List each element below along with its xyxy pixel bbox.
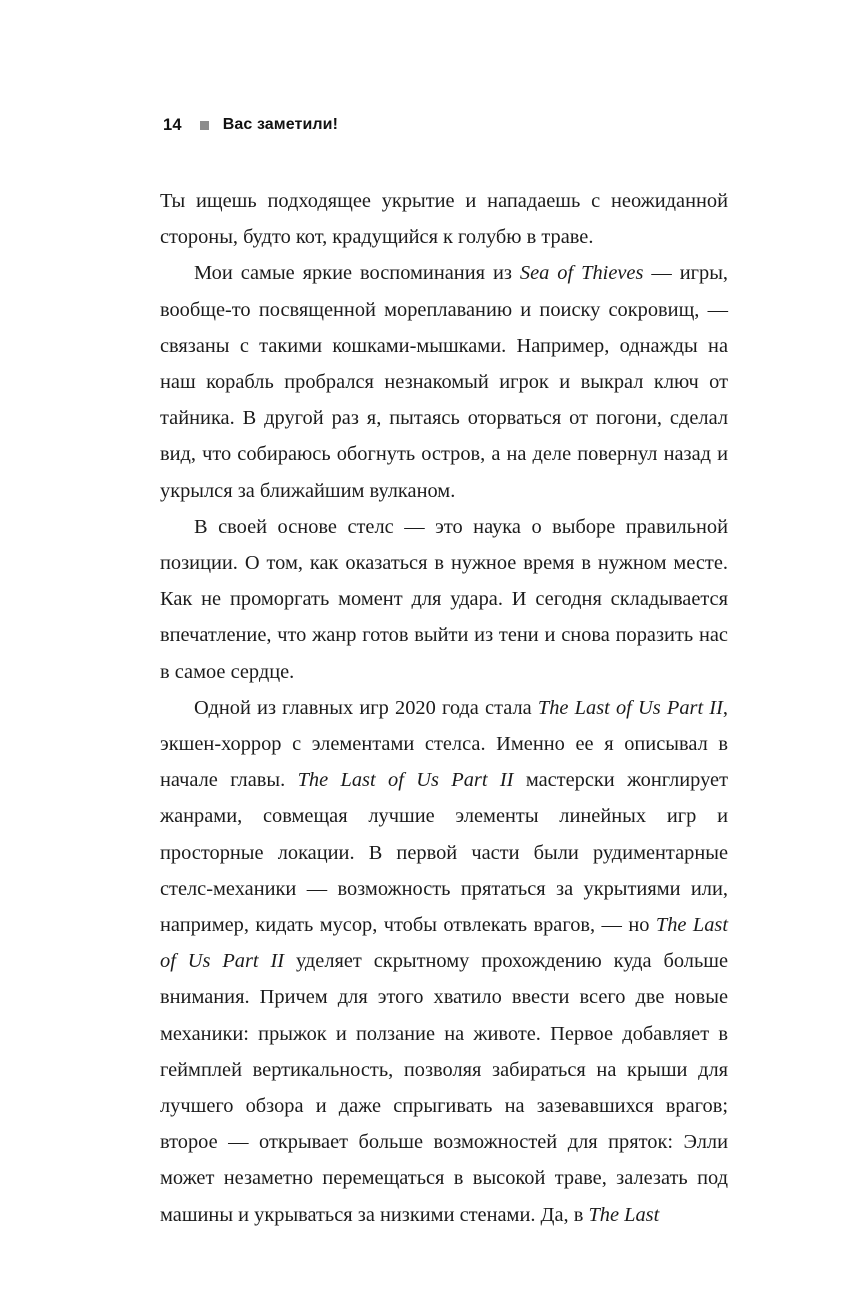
text-run: — игры, вообще-то посвященной мореплаванию и поиску сокровищ, — связаны с такими кошками-мышками. Например, однажды на наш корабль пробрался незнакомый игрок и выкрал ключ от тайника. В другой раз я, пытаясь оторваться от погони, сделал вид, что собираюсь обогнуть остров, а на деле повернул назад и укрылся за ближайшим вулканом. (160, 262, 728, 502)
game-title: Sea of Thieves (519, 262, 644, 285)
game-title: The Last of Us Part II (537, 696, 723, 719)
game-title: The Last of Us Part II (160, 914, 728, 973)
text-run: В своей основе стелс — это наука о выборе правильной позиции. О том, как оказаться в нужное время в нужном месте. Как не проморгать момент для удара. И сегодня складывается впечатление, что жанр готов выйти из тени и снова поразить нас в самое сердце. (160, 515, 728, 683)
paragraph-3 (160, 509, 728, 690)
page-number: 14 (163, 115, 182, 134)
paragraph-1 (160, 183, 728, 255)
text-run: , экшен-хоррор с элементами стелса. Именно ее я описывал в начале главы. (160, 696, 728, 792)
chapter-title: Вас заметили! (222, 116, 339, 133)
text-run: мастерски жонглирует жанрами, совмещая лучшие элементы линейных игр и просторные локации. В первой части были рудиментарные стелс-механики — возможность прятаться за укрытиями или, например, кидать мусор, чтобы отвлекать врагов, — но (160, 769, 728, 937)
text-run: Мои самые яркие воспоминания из (194, 262, 520, 285)
text-run: Ты ищешь подходящее укрытие и нападаешь с неожиданной стороны, будто кот, крадущийся к голубю в траве. (160, 190, 728, 249)
game-title: The Last (588, 1203, 660, 1226)
running-head (163, 113, 726, 137)
body-text (160, 183, 728, 1233)
paragraph-2 (160, 255, 728, 508)
text-run: Одной из главных игр 2020 года стала (194, 696, 538, 719)
square-bullet-icon (200, 121, 209, 130)
text-run: уделяет скрытному прохождению куда больше внимания. Причем для этого хватило ввести всего две новые механики: прыжок и ползание на животе. Первое добавляет в геймплей вертикальность, позволяя забираться на крыши для лучшего обзора и даже спрыгивать на зазевавшихся врагов; второе — открывает больше возможностей для пряток: Элли может незаметно перемещаться в высокой траве, залезать под машины и укрываться за низкими стенами. Да, в (160, 950, 728, 1226)
game-title: The Last of Us Part II (297, 769, 514, 792)
paragraph-4 (160, 690, 728, 1233)
